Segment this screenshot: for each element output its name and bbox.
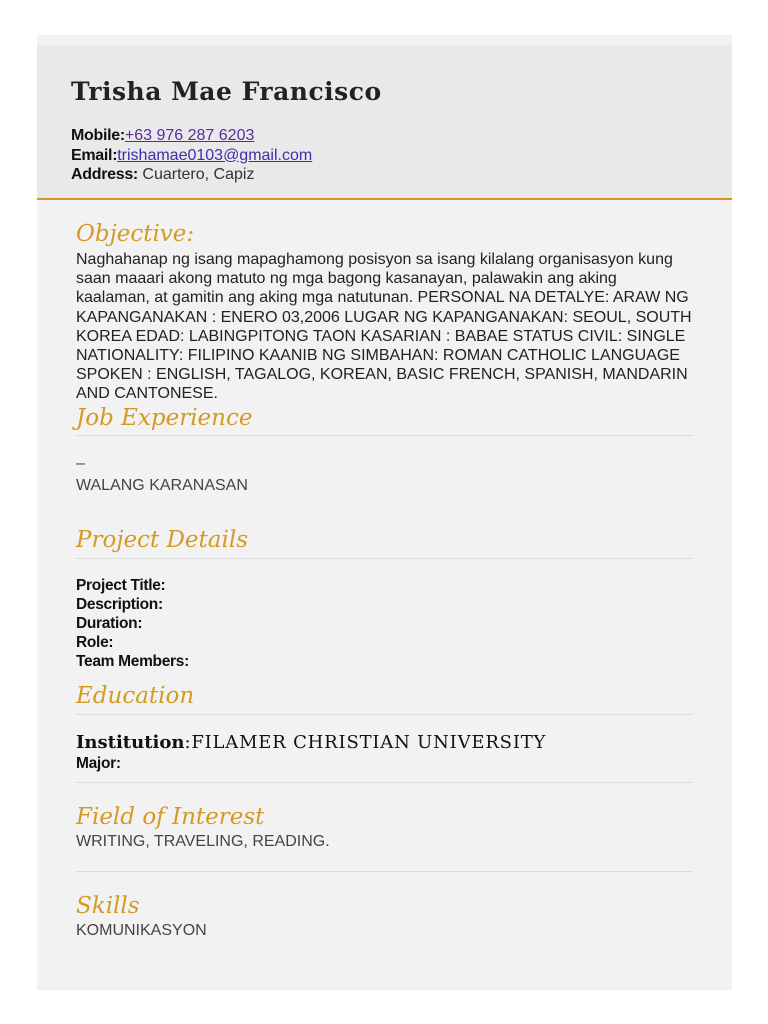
resume-page [37,35,732,990]
objective-title: Objective: [76,221,195,247]
project-details-divider [76,558,693,559]
role-label: Role: [76,634,114,652]
mobile-link[interactable]: +63 976 287 6203 [124,127,255,144]
mobile-row [71,126,312,146]
project-details-title: Project Details [76,526,249,553]
email-label: Email: [71,146,118,164]
contact-info [71,126,312,185]
duration-label: Duration: [76,615,143,633]
objective-section [76,220,693,404]
resume-content [76,220,693,941]
resume-header [37,45,732,200]
job-experience-title: Job Experience [76,404,253,431]
institution-value: :FILAMER CHRISTIAN UNIVERSITY [184,731,547,753]
field-of-interest-section [76,803,693,872]
job-experience-divider [76,435,693,436]
project-title-label: Project Title: [76,576,166,594]
education-divider [76,714,693,715]
field-of-interest-text: WRITING, TRAVELING, READING. [76,832,330,850]
project-details-section [76,526,693,672]
mobile-label: Mobile: [71,127,125,144]
education-title: Education [76,682,195,709]
skills-title: Skills [76,892,140,919]
address-label: Address: [71,166,138,183]
field-of-interest-title: Field of Interest [76,803,265,830]
team-members-label: Team Members: [76,653,189,671]
institution-row [76,732,693,753]
major-label: Major: [76,754,121,772]
project-fields [76,576,693,672]
education-section [76,682,693,783]
job-experience-section [76,404,693,496]
objective-text: Naghahanap ng isang mapaghamong posisyon sa isang kilalang organisasyon kung saan maaari akong matuto ng mga bagong kasanayan, palawakin ang aking kaalaman, at gamitin ang aking mga natutunan. PERSONAL NA DETALYE: ARAW NG KAPANGANAKAN : ENERO 03,2006 LUGAR NG KAPANGANAKAN: SEOUL, SOUTH KOREA EDAD: LABINGPITONG TAON KASARIAN : BABAE STATUS CIVIL: SINGLE NATIONALITY: FILIPINO KAANIB NG SIMBAHAN: ROMAN CATHOLIC LANGUAGE SPOKEN : ENGLISH, TAGALOG, KOREAN, BASIC FRENCH, SPANISH, MANDARIN AND CANTONESE. [76,251,692,403]
email-link[interactable]: trishamae0103@gmail.com [117,146,313,164]
institution-label: Institution [76,731,185,753]
skills-section [76,892,693,941]
job-experience-text: WALANG KARANASAN [76,476,248,494]
education-bottom-divider [76,782,693,783]
description-label: Description: [76,595,163,613]
field-of-interest-divider [76,871,693,872]
address-value: Cuartero, Capiz [142,166,255,183]
email-row [71,146,312,166]
candidate-name: Trisha Mae Francisco [71,77,382,106]
job-experience-dash: – [76,454,85,472]
skills-text: KOMUNIKASYON [76,921,207,939]
address-row [71,165,312,185]
